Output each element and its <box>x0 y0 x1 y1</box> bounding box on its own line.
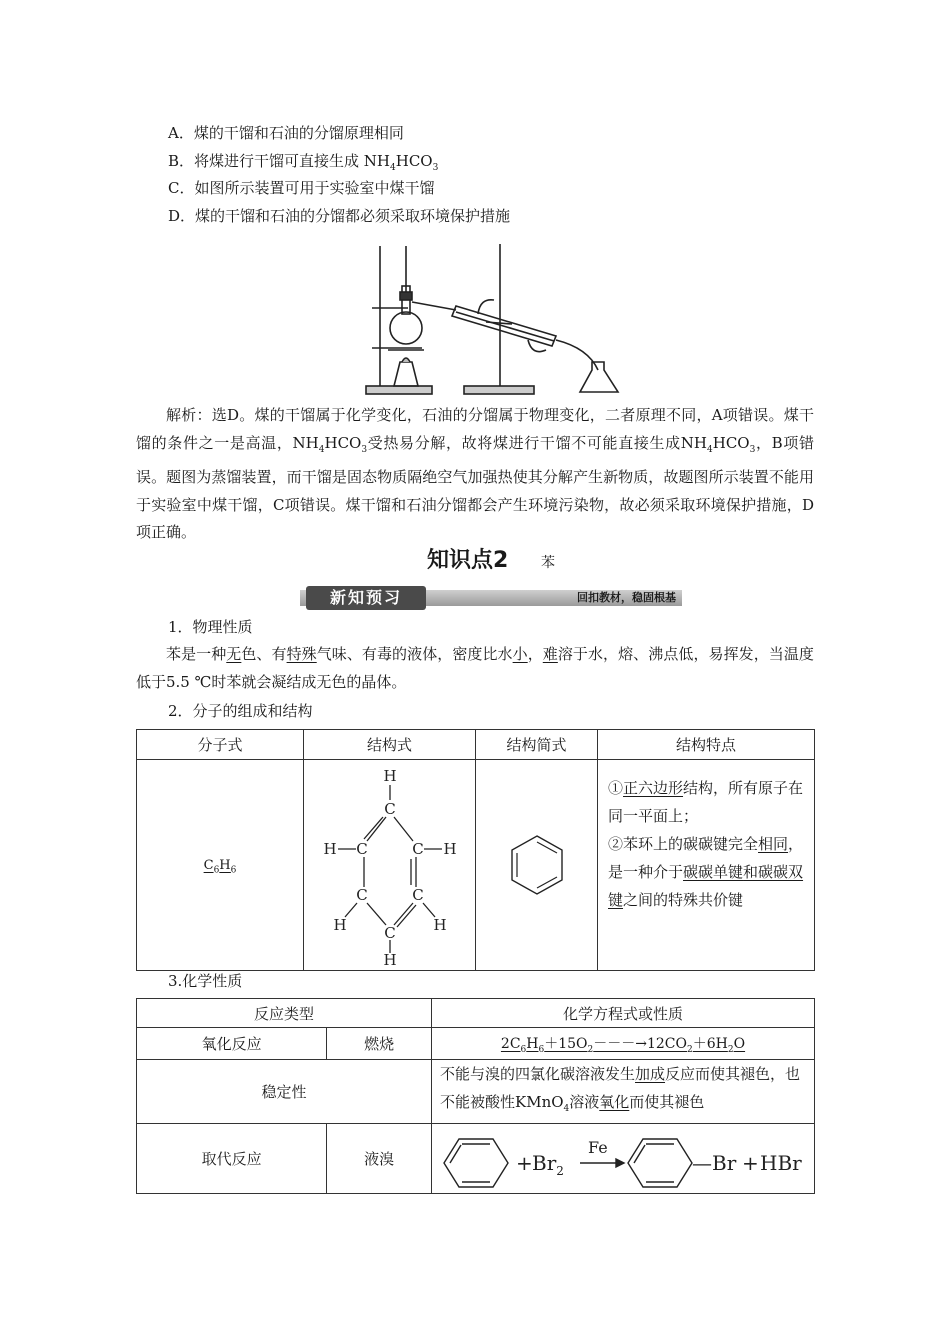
header-equation: 化学方程式或性质 <box>432 999 815 1028</box>
knowledge-point-title: 知识点2 <box>427 548 509 573</box>
stability-label: 稳定性 <box>137 1060 432 1124</box>
bromination-reaction <box>442 1127 814 1191</box>
catalyst-fe: Fe <box>588 1137 608 1157</box>
banner-right-label: 回扣教材，稳固根基 <box>577 591 676 604</box>
atom-h: H <box>382 951 397 965</box>
combustion-equation: $2C_6H_6+15O_2---\to 12CO_2+6H_2O$ <box>432 1028 815 1060</box>
option-a: A．煤的干馏和石油的分馏原理相同 <box>168 124 404 142</box>
plus-sign: + <box>742 1150 759 1175</box>
benzene-ring-icon <box>507 832 567 898</box>
atom-c: C <box>411 886 424 904</box>
stability-description: 不能与溴的四氯化碳溶液发生加成反应而使其褪色，也不能被酸性KMnO$_4$溶液氧化而使其褪色 <box>432 1060 815 1124</box>
option-b: B．将煤进行干馏可直接生成 $NH_4HCO_3$ <box>168 152 439 173</box>
structure-features: ①正六边形结构，所有原子在同一平面上； ②苯环上的碳碳键完全相同，是一种介于碳碳单键和碳碳双键之间的特殊共价键 <box>598 760 815 971</box>
atom-c: C <box>383 924 396 942</box>
oxidation-label: 氧化反应 <box>137 1028 327 1060</box>
section3-heading: 3.化学性质 <box>168 972 243 990</box>
knowledge-point-subtitle: 苯 <box>541 555 555 571</box>
liquid-bromine-label: 液溴 <box>327 1124 432 1194</box>
bromine-reagent: $Br_2$ <box>532 1150 564 1178</box>
preview-banner <box>300 586 682 610</box>
section1-paragraph: 苯是一种无色、有特殊气味、有毒的液体，密度比水小，难溶于水，熔、沸点低，易挥发，当温度低于5.5 ℃时苯就会凝结成无色的晶体。 <box>136 645 814 691</box>
header-formula: 分子式 <box>137 730 304 760</box>
header-reaction-type: 反应类型 <box>137 999 432 1028</box>
benzene-kekule-structure <box>310 765 470 965</box>
section1-heading: 1．物理性质 <box>168 618 253 636</box>
analysis-paragraph: 解析：选D。煤的干馏属于化学变化，石油的分馏属于物理变化，二者原理不同，A项错误。煤干馏的条件之一是高温，$NH_4HCO_3$受热易分解，故将煤进行干馏不可能直接生成$NH_4HCO_3$，B项错误。题图为蒸馏装置，而干馏是固态物质隔绝空气加强热使其分解产生新物质，故题图所示装置不能用于实验室中煤干馏，C项错误。煤干馏和石油分馏都会产生环境污染物，故必须采取环境保护措施，D项正确。 <box>136 406 814 541</box>
atom-c: C <box>411 840 424 858</box>
molecular-formula: $C_6H_6$ <box>137 760 304 971</box>
header-structural: 结构式 <box>304 730 476 760</box>
atom-h: H <box>442 840 457 858</box>
combustion-label: 燃烧 <box>327 1028 432 1060</box>
chemical-properties-table <box>136 998 815 1194</box>
option-d: D．煤的干馏和石油的分馏都必须采取环境保护措施 <box>168 207 511 225</box>
atom-h: H <box>432 916 447 934</box>
header-simplified: 结构简式 <box>476 730 598 760</box>
banner-left-label: 新知预习 <box>306 586 426 610</box>
atom-h: H <box>322 840 337 858</box>
plus-sign: + <box>516 1150 533 1175</box>
bromination-equation <box>432 1124 815 1194</box>
atom-c: C <box>355 840 368 858</box>
hbr-product: HBr <box>760 1150 802 1175</box>
substitution-label: 取代反应 <box>137 1124 327 1194</box>
atom-c: C <box>355 886 368 904</box>
structural-formula-cell <box>304 760 476 971</box>
section2-heading: 2．分子的组成和结构 <box>168 702 313 720</box>
header-features: 结构特点 <box>598 730 815 760</box>
distillation-apparatus-figure <box>360 236 630 398</box>
atom-c: C <box>383 800 396 818</box>
option-c: C．如图所示装置可用于实验室中煤干馏 <box>168 179 435 197</box>
atom-h: H <box>382 767 397 785</box>
atom-h: H <box>332 916 347 934</box>
bromobenzene-substituent: —Br <box>692 1150 737 1175</box>
structure-table <box>136 729 815 971</box>
simplified-structure-cell <box>476 760 598 971</box>
